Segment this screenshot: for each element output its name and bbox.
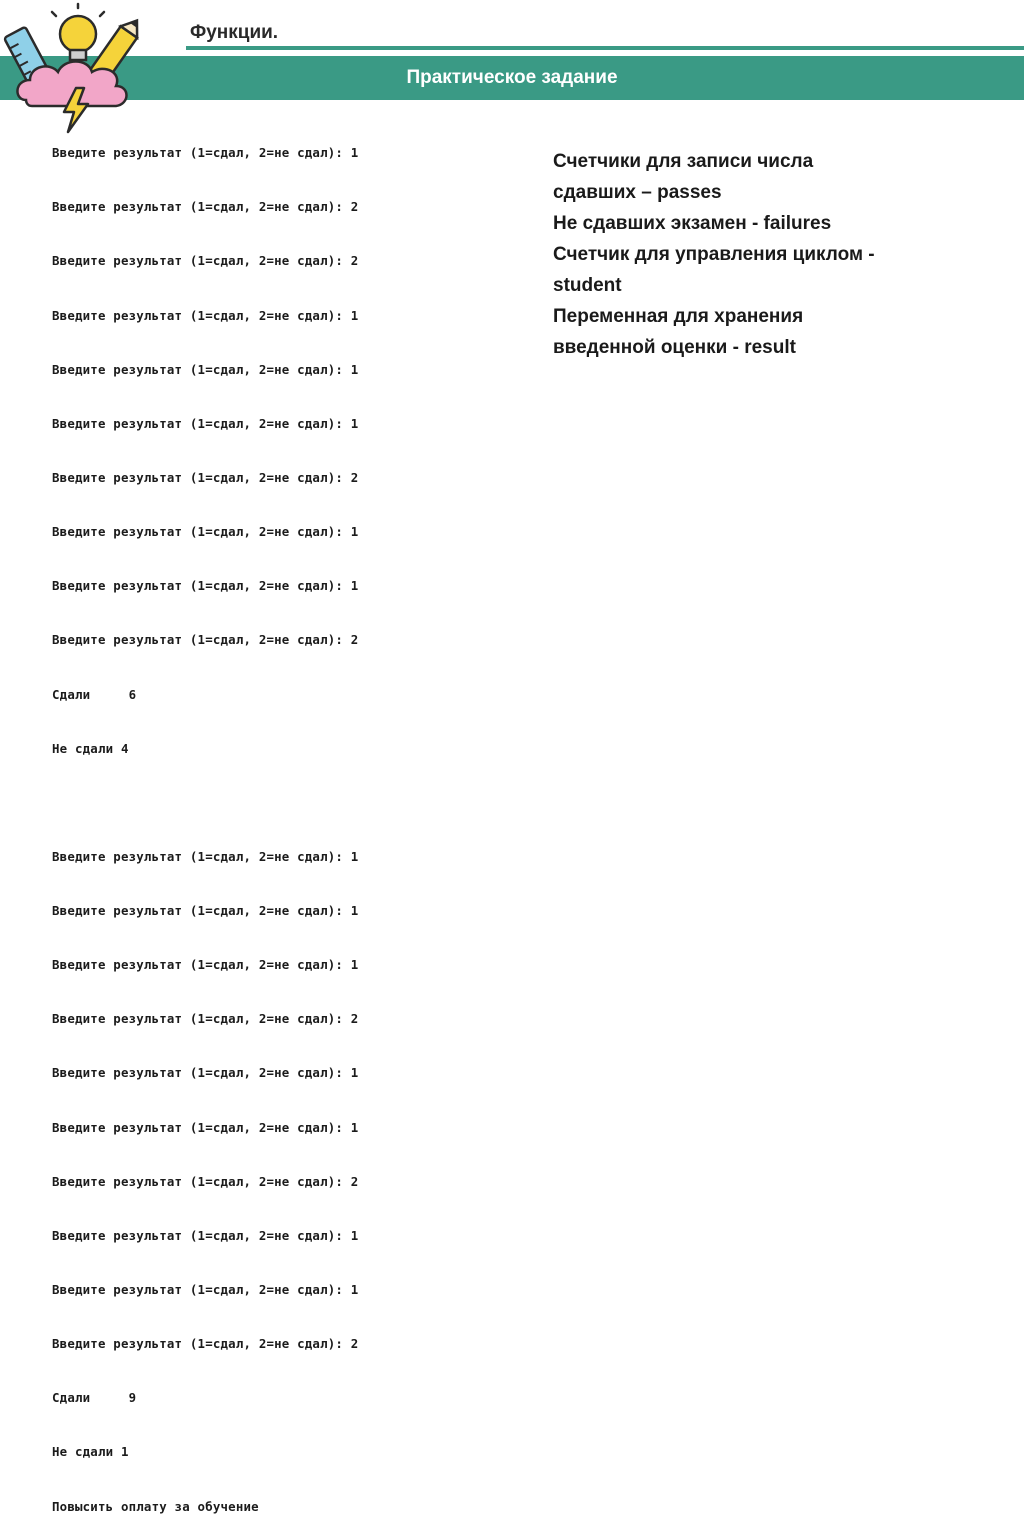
console-line: Введите результат (1=сдал, 2=не сдал): 1	[52, 361, 359, 377]
console-blank-line	[52, 794, 452, 812]
console-line: Введите результат (1=сдал, 2=не сдал): 2	[52, 1173, 359, 1189]
console-line: Введите результат (1=сдал, 2=не сдал): 2	[52, 199, 359, 215]
console-line: Введите результат (1=сдал, 2=не сдал): 1	[52, 1227, 359, 1243]
note-line: Переменная для хранения	[553, 306, 804, 327]
console-summary-failed: Не сдали 1	[52, 1444, 129, 1460]
note-line: Счетчики для записи числа	[553, 151, 814, 172]
console-line: Введите результат (1=сдал, 2=не сдал): 2	[52, 1336, 359, 1352]
console-summary-passed: Сдали 9	[52, 1390, 137, 1406]
console-line: Введите результат (1=сдал, 2=не сдал): 1	[52, 903, 359, 919]
console-message: Повысить оплату за обучение	[52, 1498, 259, 1514]
header-divider	[186, 46, 1024, 50]
explanation-notes	[553, 146, 973, 363]
note-line: сдавших – passes	[553, 182, 722, 203]
console-line: Введите результат (1=сдал, 2=не сдал): 1	[52, 307, 359, 323]
console-line: Введите результат (1=сдал, 2=не сдал): 2	[52, 632, 359, 648]
note-line: student	[553, 275, 622, 296]
lightbulb-pencil-ruler-cloud-icon	[6, 4, 138, 134]
console-line: Введите результат (1=сдал, 2=не сдал): 1	[52, 578, 359, 594]
console-line: Введите результат (1=сдал, 2=не сдал): 2	[52, 1011, 359, 1027]
note-line: Не сдавших экзамен - failures	[553, 213, 832, 234]
console-line: Введите результат (1=сдал, 2=не сдал): 1	[52, 848, 359, 864]
note-line: Счетчик для управления циклом -	[553, 244, 875, 265]
console-line: Введите результат (1=сдал, 2=не сдал): 2	[52, 253, 359, 269]
console-summary-passed: Сдали 6	[52, 686, 137, 702]
console-line: Введите результат (1=сдал, 2=не сдал): 2	[52, 469, 359, 485]
console-output	[52, 108, 452, 1534]
console-line: Введите результат (1=сдал, 2=не сдал): 1	[52, 1065, 359, 1081]
console-line: Введите результат (1=сдал, 2=не сдал): 1	[52, 145, 359, 161]
console-line: Введите результат (1=сдал, 2=не сдал): 1	[52, 1119, 359, 1135]
console-line: Введите результат (1=сдал, 2=не сдал): 1	[52, 1282, 359, 1298]
console-line: Введите результат (1=сдал, 2=не сдал): 1	[52, 957, 359, 973]
console-line: Введите результат (1=сдал, 2=не сдал): 1	[52, 524, 359, 540]
console-line: Введите результат (1=сдал, 2=не сдал): 1	[52, 415, 359, 431]
section-title: Функции.	[190, 22, 279, 43]
title-banner	[0, 56, 1024, 100]
console-summary-failed: Не сдали 4	[52, 740, 129, 756]
slide-title: Практическое задание	[406, 67, 618, 88]
note-line: введенной оценки - result	[553, 337, 796, 358]
